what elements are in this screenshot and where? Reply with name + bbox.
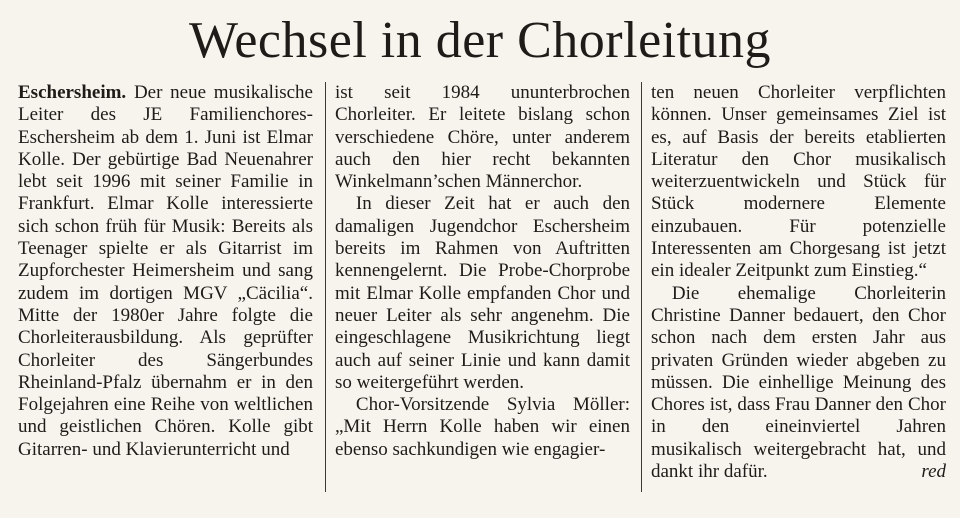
paragraph-5: ten neuen Chorleiter verpflichten können. Unser gemeinsames Ziel ist es, auf Basis der bereits etablierten Literatur den Chor musikalisch weiterzuentwickeln und Stück für Stück modernere Elemente einzubauen. Für potenzielle Interessenten am Chorgesang ist jetzt ein idealer Zeitpunkt zum Einstieg.“ bbox=[651, 82, 946, 282]
article-column-1 bbox=[18, 82, 313, 461]
article-column-2 bbox=[335, 82, 630, 461]
paragraph-6 bbox=[651, 283, 946, 484]
dateline: Eschersheim. bbox=[18, 82, 127, 103]
paragraph-2: ist seit 1984 ununterbrochen Chorleiter. Er leitete bislang schon verschiedene Chöre, unter anderem auch den hier recht bekannten Winkelmann’schen Männerchor. bbox=[335, 82, 630, 193]
paragraph-1-text: Der neue musikalische Leiter des JE Familienchores-Eschersheim ab dem 1. Juni ist Elmar Kolle. Der gebürtige Bad Neuenahrer lebt seit 1996 mit seiner Familie in Frankfurt. Elmar Kolle interessierte sich schon früh für Musik: Bereits als Teenager spielte er als Gitarrist im Zupforchester Heimersheim und sang zudem im dortigen MGV „Cäcilia“. Mitte der 1980er Jahre folgte die Chorleiterausbildung. Als geprüfter Chorleiter des Sängerbundes Rheinland-Pfalz übernahm er in den Folgejahren eine Reihe von weltlichen und geistlichen Chören. Kolle gibt Gitarren- und Klavierunterricht und bbox=[18, 82, 313, 460]
article-headline: Wechsel in der Chorleitung bbox=[188, 12, 772, 69]
paragraph-1 bbox=[18, 82, 313, 461]
author-tag: red bbox=[921, 461, 946, 483]
paragraph-6-text: Die ehemalige Chorleiterin Christine Danner bedauert, den Chor schon nach dem ersten Jahr aus privaten Gründen wieder abgeben zu müssen. Die einhellige Meinung des Chores ist, dass Frau Danner den Chor in den eineinviertel Jahren musikalisch weitergebracht hat, und dankt ihr dafür. bbox=[651, 282, 946, 483]
paragraph-3: In dieser Zeit hat er auch den damaligen Jugendchor Eschersheim bereits im Rahmen von Auftritten kennengelernt. Die Probe-Chorprobe mit Elmar Kolle empfanden Chor und neuer Leiter als sehr angenehm. Die eingeschlagene Musikrichtung liegt auch auf seiner Linie und kann damit so weitergeführt werden. bbox=[335, 193, 630, 393]
column-divider-2 bbox=[641, 82, 642, 492]
paragraph-4: Chor-Vorsitzende Sylvia Möller: „Mit Herrn Kolle haben wir einen ebenso sachkundigen wie engagier- bbox=[335, 394, 630, 460]
column-divider-1 bbox=[325, 82, 326, 492]
article-column-3 bbox=[651, 82, 946, 483]
